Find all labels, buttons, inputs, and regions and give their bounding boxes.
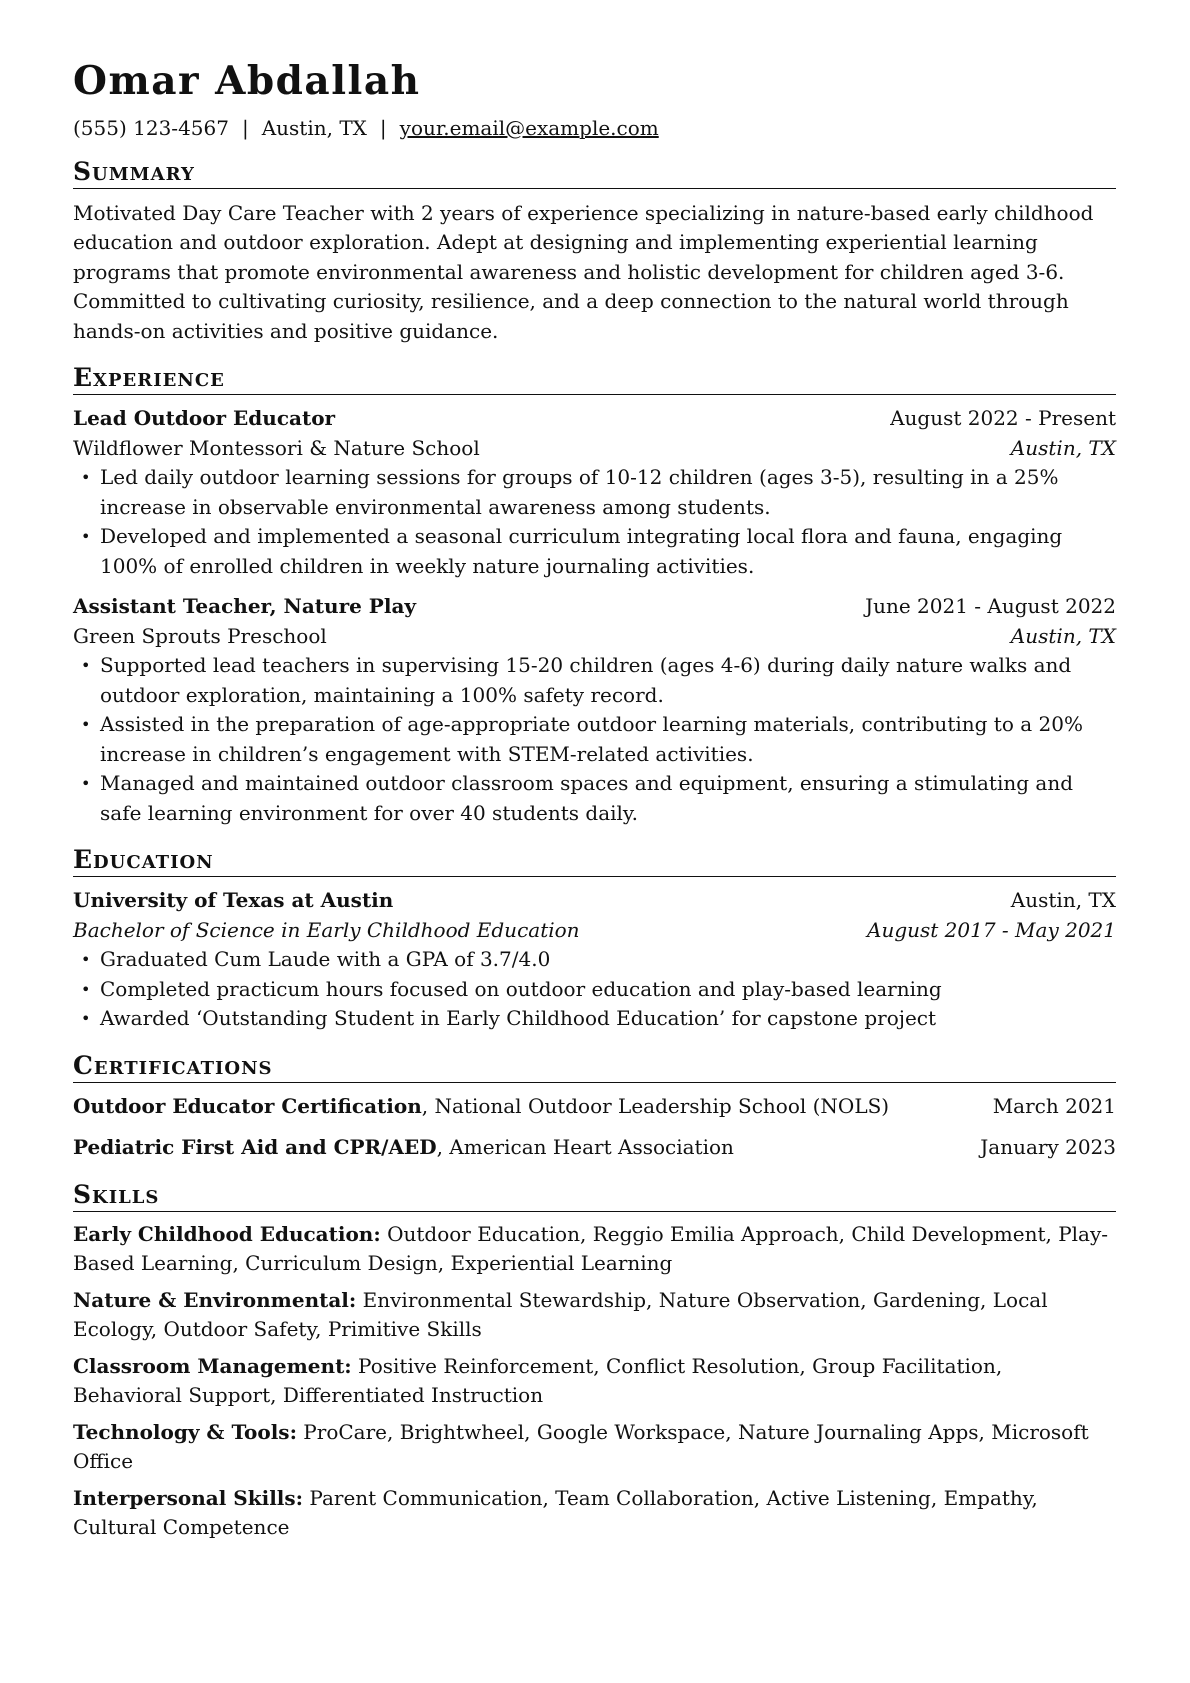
job-entry	[73, 404, 1116, 581]
skills-section	[73, 1181, 1116, 1543]
education-bullets	[73, 945, 1116, 1034]
skill-group	[73, 1484, 1116, 1543]
bullet-icon: •	[81, 979, 91, 999]
section-heading-summary: Summary	[73, 158, 1116, 189]
job-dates: August 2022 - Present	[890, 406, 1116, 430]
skill-label: Interpersonal Skills:	[73, 1485, 304, 1510]
skill-values: Positive Reinforcement, Conflict Resolution, Group Facilitation, Behavioral Support, Differentiated Instruction	[73, 1353, 1003, 1407]
education-dates: August 2017 - May 2021	[867, 917, 1116, 942]
skill-label: Nature & Environmental:	[73, 1287, 357, 1312]
section-heading-skills: Skills	[73, 1181, 1116, 1212]
skill-label: Technology & Tools:	[73, 1419, 297, 1444]
section-heading-experience: Experience	[73, 364, 1116, 395]
bullet-item: • Developed and implemented a seasonal curriculum integrating local flora and fauna, engaging 100% of enrolled children in weekly nature journaling activities.	[81, 524, 1063, 578]
bullet-icon: •	[81, 774, 91, 793]
skill-group	[73, 1418, 1116, 1477]
bullet-icon: •	[81, 468, 91, 487]
bullet-item: • Assisted in the preparation of age-appropriate outdoor learning materials, contributing to a 20% increase in children’s engagement with STEM-related activities.	[81, 712, 1083, 766]
certification-name: Outdoor Educator Certification	[73, 1093, 422, 1118]
certifications-section	[73, 1052, 1116, 1163]
skill-values: Environmental Stewardship, Nature Observation, Gardening, Local Ecology, Outdoor Safety, Primitive Skills	[73, 1287, 1048, 1341]
contact-separator: |	[379, 116, 387, 140]
summary-text: Motivated Day Care Teacher with 2 years of experience specializing in nature-based early childhood education and outdoor exploration. Adept at designing and implementing experiential learning programs that promote environmental awareness and holistic development for children aged 3-6. Committed to cultivating curiosity, resilience, and a deep connection to the natural world through hands-on activities and positive guidance.	[73, 200, 1094, 343]
contact-separator: |	[241, 116, 249, 140]
location: Austin, TX	[261, 116, 367, 140]
certification-row	[73, 1133, 1116, 1163]
certification-date: March 2021	[992, 1093, 1116, 1118]
bullet-item: • Completed practicum hours focused on outdoor education and play-based learning	[73, 975, 1116, 1005]
section-heading-certifications: Certifications	[73, 1052, 1116, 1083]
school-location: Austin, TX	[1010, 888, 1116, 912]
contact-line	[73, 114, 1116, 144]
certification-row	[73, 1092, 1116, 1122]
job-dates: June 2021 - August 2022	[865, 594, 1116, 618]
email-link[interactable]: your.email@example.com	[399, 116, 659, 140]
bullet-item: • Supported lead teachers in supervising 15-20 children (ages 4-6) during daily nature walks and outdoor exploration, maintaining a 100% safety record.	[81, 653, 1072, 707]
job-company: Green Sprouts Preschool	[73, 623, 327, 648]
job-entry	[73, 592, 1116, 828]
bullet-item: • Graduated Cum Laude with a GPA of 3.7/4.0	[73, 945, 1116, 975]
bullet-item: • Led daily outdoor learning sessions for groups of 10-12 children (ages 3-5), resulting in a 25% increase in observable environmental awareness among students.	[81, 465, 1059, 519]
section-heading-education: Education	[73, 846, 1116, 877]
job-company: Wildflower Montessori & Nature School	[73, 435, 480, 460]
skill-group	[73, 1220, 1116, 1279]
summary-section	[73, 158, 1116, 347]
job-role: Lead Outdoor Educator	[73, 406, 336, 430]
bullet-icon: •	[81, 1009, 91, 1028]
skill-values: Outdoor Education, Reggio Emilia Approach, Child Development, Play-Based Learning, Curriculum Design, Experiential Learning	[73, 1221, 1109, 1275]
job-bullets	[73, 463, 1116, 581]
bullet-item: • Managed and maintained outdoor classroom spaces and equipment, ensuring a stimulating and safe learning environment for over 40 students daily.	[81, 771, 1073, 825]
skill-label: Early Childhood Education:	[73, 1221, 381, 1246]
school-name: University of Texas at Austin	[73, 888, 394, 912]
degree: Bachelor of Science in Early Childhood Education	[73, 917, 580, 942]
certification-name: Pediatric First Aid and CPR/AED	[73, 1135, 437, 1159]
job-location: Austin, TX	[1010, 623, 1116, 648]
experience-section	[73, 364, 1116, 828]
bullet-icon: •	[81, 527, 91, 546]
candidate-name: Omar Abdallah	[73, 58, 421, 104]
job-role: Assistant Teacher, Nature Play	[73, 594, 417, 618]
education-section	[73, 846, 1116, 1034]
skill-label: Classroom Management:	[73, 1353, 352, 1378]
skill-group	[73, 1286, 1116, 1345]
certification-date: January 2023	[980, 1135, 1116, 1159]
skill-group	[73, 1352, 1116, 1411]
certification-issuer: , American Heart Association	[436, 1135, 734, 1159]
bullet-icon: •	[81, 715, 91, 734]
certification-issuer: , National Outdoor Leadership School (NOLS)	[421, 1093, 890, 1118]
phone-number: (555) 123-4567	[73, 116, 229, 140]
job-location: Austin, TX	[1010, 435, 1116, 460]
bullet-icon: •	[81, 950, 91, 969]
job-bullets	[73, 651, 1116, 828]
bullet-icon: •	[81, 656, 91, 675]
bullet-item: • Awarded ‘Outstanding Student in Early Childhood Education’ for capstone project	[73, 1004, 1116, 1034]
skill-values: Parent Communication, Team Collaboration, Active Listening, Empathy, Cultural Competence	[73, 1485, 1038, 1539]
skill-values: ProCare, Brightwheel, Google Workspace, Nature Journaling Apps, Microsoft Office	[73, 1419, 1089, 1473]
